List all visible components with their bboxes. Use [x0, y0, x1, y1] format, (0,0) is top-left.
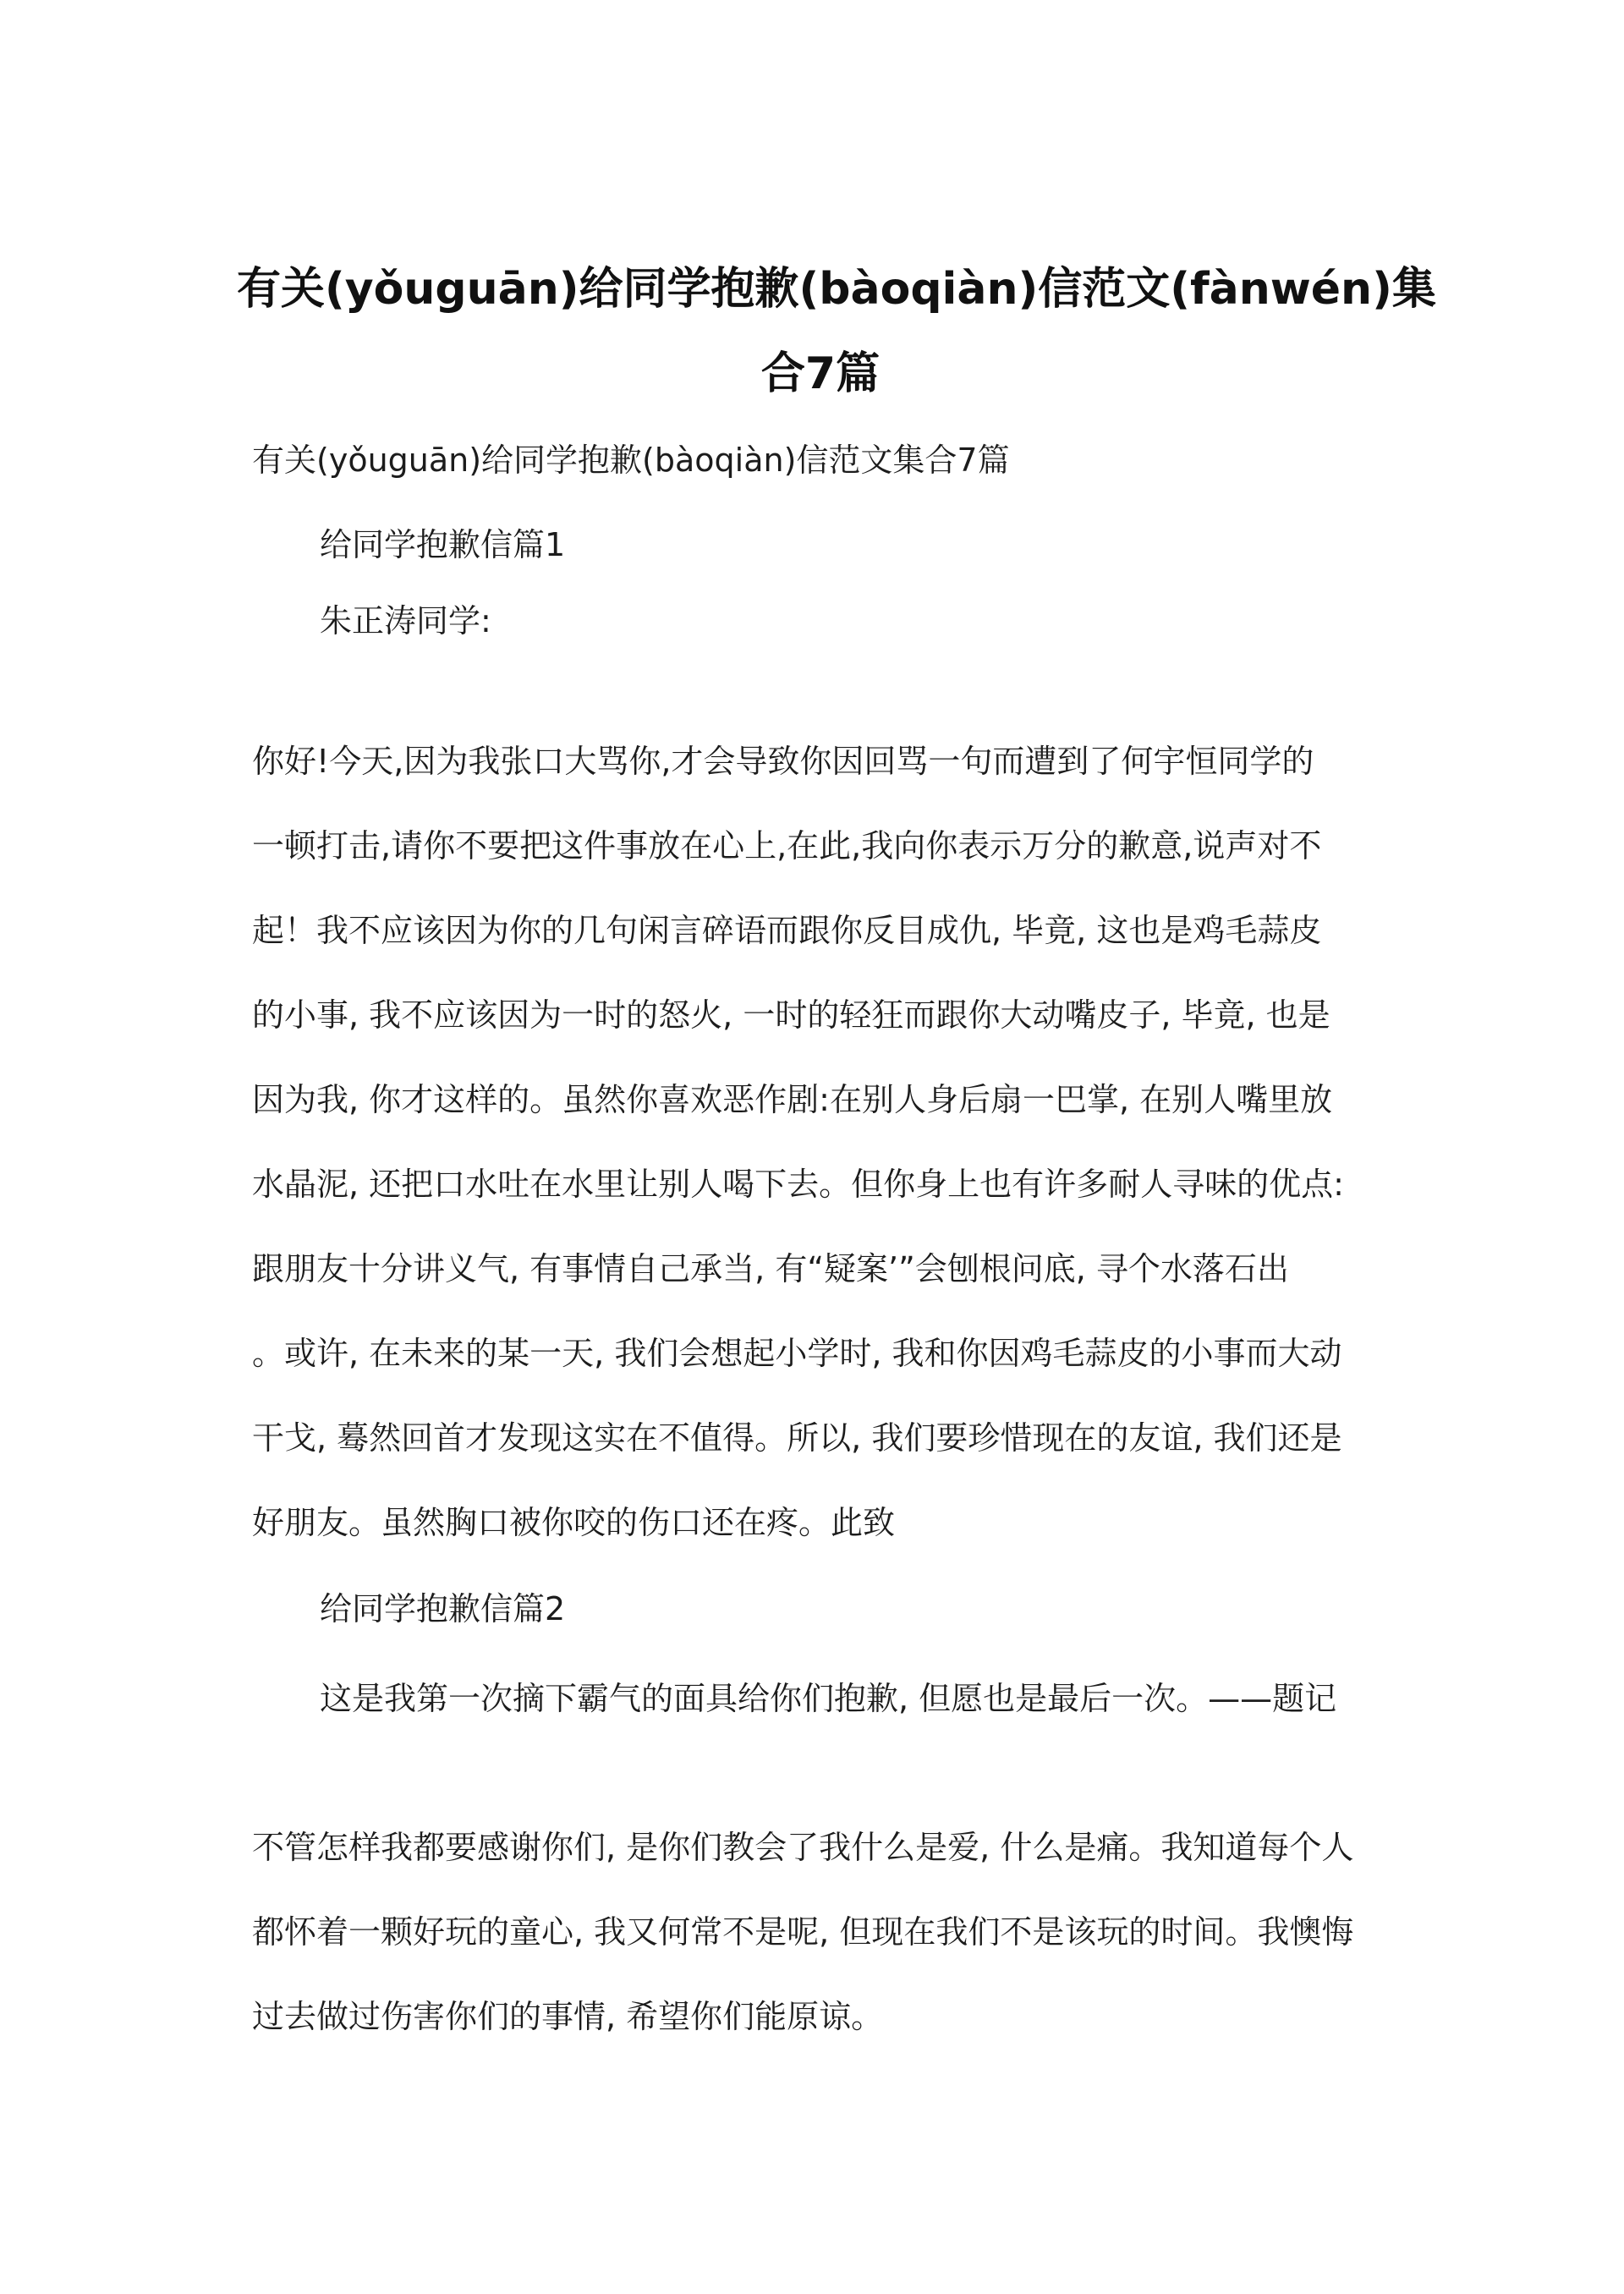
section-1-line: 干戈, 蓦然回首才发现这实在不值得。所以, 我们要珍惜现在的友谊, 我们还是: [252, 1419, 1342, 1457]
section-1-line: 的小事, 我不应该因为一时的怒火, 一时的轻狂而跟你大动嘴皮子, 毕竟, 也是: [252, 996, 1330, 1034]
section-1-heading: 给同学抱歉信篇1: [320, 526, 566, 563]
section-2-intro: 这是我第一次摘下霸气的面具给你们抱歉, 但愿也是最后一次。——题记: [320, 1680, 1337, 1717]
document-title-line-1: 有关(yǒuguān)给同学抱歉(bàoqiàn)信范文(fànwén)集: [237, 264, 1436, 315]
section-1-line: 好朋友。虽然胸口被你咬的伤口还在疼。此致: [252, 1504, 896, 1541]
section-1-line: 起！我不应该因为你的几句闲言碎语而跟你反目成仇, 毕竟, 这也是鸡毛蒜皮: [252, 912, 1322, 949]
section-2-heading: 给同学抱歉信篇2: [320, 1590, 566, 1627]
section-1-line: 水晶泥, 还把口水吐在水里让别人喝下去。但你身上也有许多耐人寻味的优点:: [252, 1166, 1344, 1203]
document-subtitle: 有关(yǒuguān)给同学抱歉(bàoqiàn)信范文集合7篇: [252, 442, 1010, 479]
section-1-salutation: 朱正涛同学:: [320, 602, 491, 639]
section-2-line: 不管怎样我都要感谢你们, 是你们教会了我什么是爱, 什么是痛。我知道每个人: [252, 1829, 1354, 1866]
document-title-line-2: 合7篇: [760, 348, 881, 399]
section-2-line: 过去做过伤害你们的事情, 希望你们能原谅。: [252, 1998, 884, 2035]
section-1-line: 你好!今天,因为我张口大骂你,才会导致你因回骂一句而遭到了何宇恒同学的: [252, 743, 1314, 780]
section-2-line: 都怀着一颗好玩的童心, 我又何常不是呢, 但现在我们不是该玩的时间。我懊悔: [252, 1913, 1354, 1951]
section-1-line: 。或许, 在未来的某一天, 我们会想起小学时, 我和你因鸡毛蒜皮的小事而大动: [252, 1335, 1342, 1372]
section-1-line: 跟朋友十分讲义气, 有事情自己承当, 有“疑案’”会刨根问底, 寻个水落石出: [252, 1250, 1289, 1287]
section-1-line: 一顿打击,请你不要把这件事放在心上,在此,我向你表示万分的歉意,说声对不: [252, 827, 1322, 864]
section-1-line: 因为我, 你才这样的。虽然你喜欢恶作剧:在别人身后扇一巴掌, 在别人嘴里放: [252, 1081, 1333, 1118]
